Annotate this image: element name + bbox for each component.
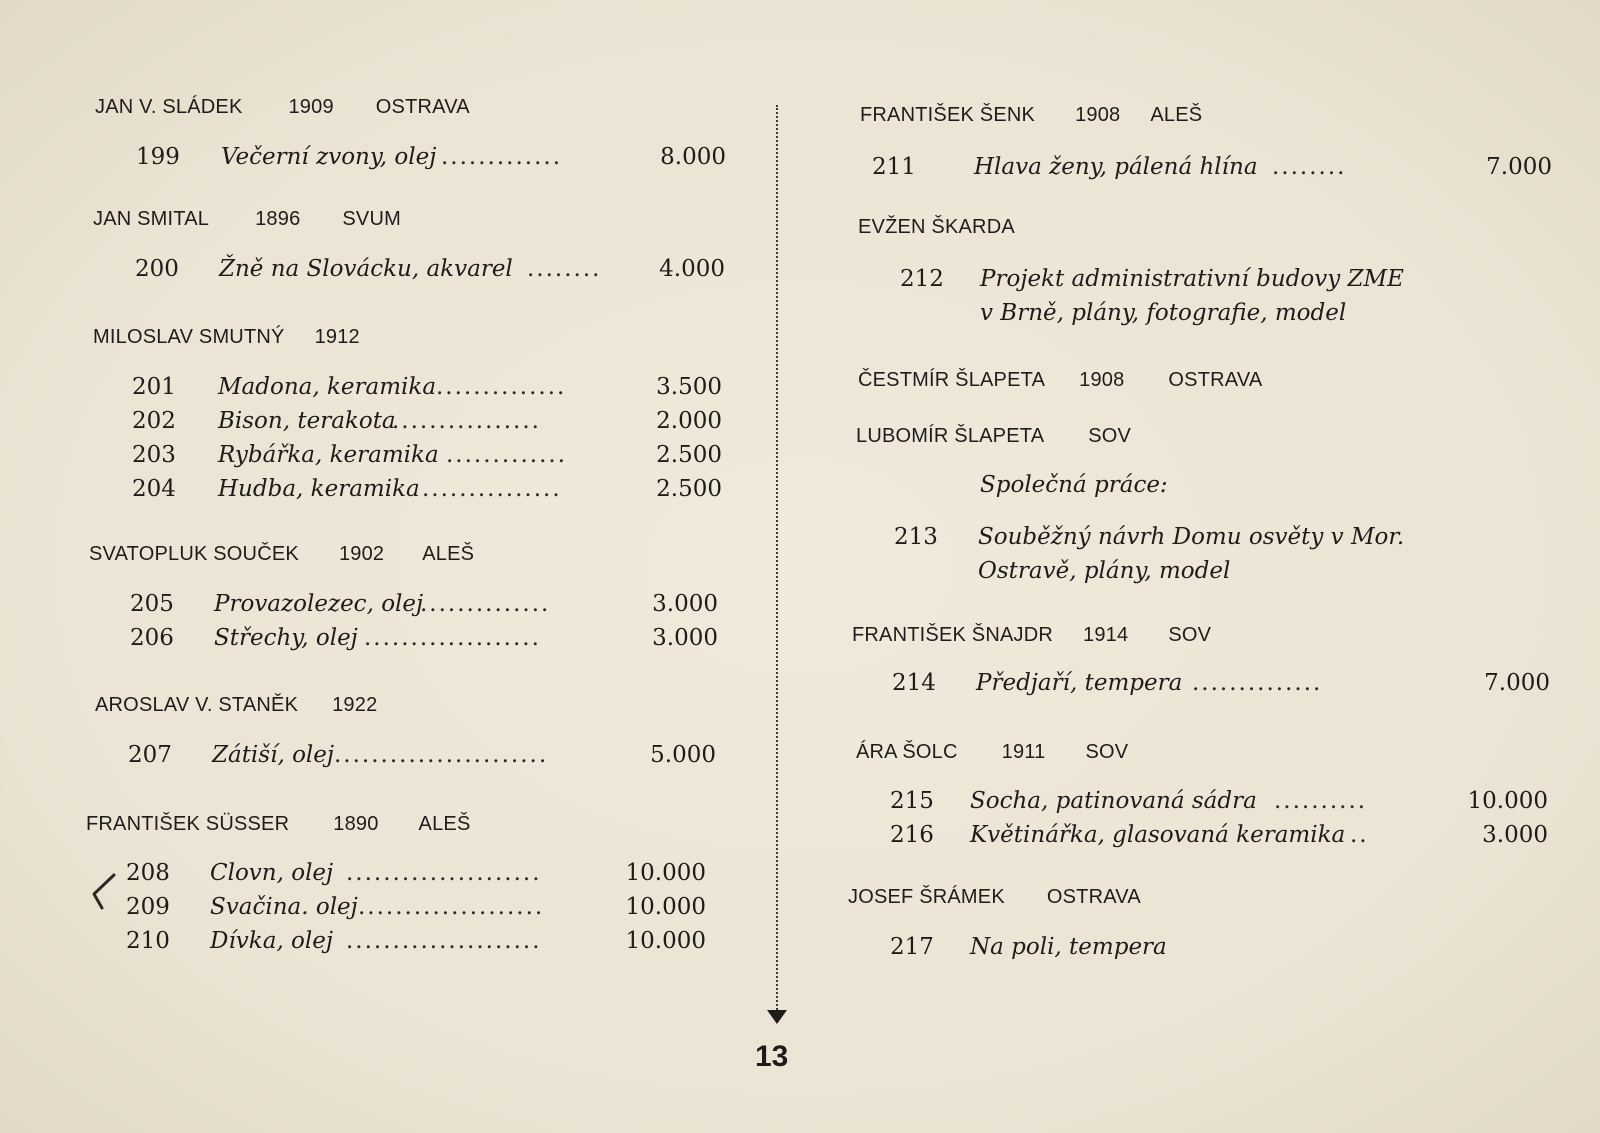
artist-group: OSTRAVA [1168,369,1263,391]
entry-price: 2.000 [656,408,722,434]
joint-work-note: Společná práce: [980,472,1168,498]
entry-price: 4.000 [659,256,725,282]
artist-year: 1890 [333,813,379,835]
entry-number: 213 [894,524,938,550]
entry-number: 205 [130,591,174,617]
artist-name: ÁRA ŠOLC [856,741,958,763]
entry-number: 208 [126,860,170,886]
artist-group: ALEŠ [1150,104,1203,126]
column-divider [776,105,778,1010]
entry-number: 203 [132,442,176,468]
entry-leader-dots: ................... [364,625,541,651]
entry-number: 216 [890,822,934,848]
entry-number: 206 [130,625,174,651]
entry-title: Předjaří, tempera [976,670,1183,696]
entry-title: Zátiší, olej [212,742,335,768]
artist-heading [856,741,1128,764]
entry-title: Žně na Slovácku, akvarel [219,256,513,282]
artist-group: ALEŠ [418,813,471,835]
artist-name: ČESTMÍR ŠLAPETA [858,369,1046,391]
entry-leader-dots: ................ [392,408,541,434]
artist-name: JOSEF ŠRÁMEK [848,886,1005,908]
entry-price: 3.000 [1482,822,1548,848]
artist-heading [93,326,360,349]
artist-heading [858,369,1262,392]
artist-name: FRANTIŠEK SÜSSER [86,813,290,835]
artist-heading [95,96,470,119]
entry-leader-dots: ............. [441,144,563,170]
artist-group: SVUM [342,208,401,230]
entry-number: 211 [872,154,916,180]
entry-number: 200 [135,256,179,282]
artist-group: SOV [1088,425,1132,447]
artist-name: FRANTIŠEK ŠENK [860,104,1036,126]
entry-title: Projekt administrativní budovy ZME [980,266,1404,292]
entry-price: 7.000 [1486,154,1552,180]
entry-title: Na poli, tempera [970,934,1167,960]
entry-title: Střechy, olej [214,625,358,651]
artist-year: 1902 [338,543,385,565]
entry-leader-dots: ........ [527,256,602,282]
artist-name: AROSLAV V. STANĚK [95,694,299,716]
entry-leader-dots: .............. [1192,670,1323,696]
artist-year: 1914 [1083,624,1129,646]
artist-year: 1896 [255,208,301,230]
entry-price: 10.000 [1467,788,1548,814]
check-mark-icon [88,872,118,912]
entry-number: 204 [132,476,176,502]
entry-leader-dots: ....................... [334,742,549,768]
entry-title: Rybářka, keramika [218,442,439,468]
entry-leader-dots: ............. [446,442,568,468]
arrow-down-icon [767,1010,787,1024]
entry-leader-dots: .. [1350,822,1369,848]
entry-title: Socha, patinovaná sádra [970,788,1257,814]
artist-heading [852,624,1211,647]
entry-number: 217 [890,934,934,960]
entry-title: Květinářka, glasovaná keramika [970,822,1346,848]
artist-year: 1908 [1079,369,1125,391]
artist-group: OSTRAVA [375,96,470,118]
entry-price: 8.000 [660,144,726,170]
entry-number: 209 [126,894,170,920]
entry-leader-dots: ............... [422,476,562,502]
artist-year: 1911 [1001,741,1046,763]
artist-name: MILOSLAV SMUTNÝ [93,326,285,348]
artist-year: 1922 [332,694,378,716]
entry-number: 199 [136,144,180,170]
entry-leader-dots: ........ [1272,154,1347,180]
entry-number: 215 [890,788,934,814]
entry-title: Dívka, olej [210,928,334,954]
artist-group: ALEŠ [422,543,475,565]
entry-price: 2.500 [656,442,722,468]
entry-number: 212 [900,266,944,292]
artist-name: JAN SMITAL [93,208,210,230]
artist-heading [848,886,1141,909]
artist-year: 1909 [288,96,334,118]
entry-leader-dots: .............. [436,374,567,400]
artist-heading [856,425,1131,448]
entry-leader-dots: ..................... [346,928,542,954]
artist-group: OSTRAVA [1046,886,1141,908]
entry-price: 10.000 [625,860,706,886]
artist-group: SOV [1168,624,1212,646]
entry-number: 210 [126,928,170,954]
entry-price: 5.000 [650,742,716,768]
artist-heading [89,543,474,566]
entry-leader-dots: .................... [358,894,545,920]
artist-year: 1908 [1075,104,1121,126]
entry-price: 3.500 [656,374,722,400]
artist-heading [858,216,1015,239]
entry-price: 10.000 [625,894,706,920]
entry-title: Souběžný návrh Domu osvěty v Mor. [978,524,1405,550]
entry-number: 207 [128,742,172,768]
entry-title: Hlava ženy, pálená hlína [974,154,1258,180]
entry-price: 2.500 [656,476,722,502]
entry-price: 3.000 [652,625,718,651]
entry-leader-dots: ..................... [346,860,542,886]
entry-title: Svačina. olej [210,894,358,920]
artist-heading [93,208,401,231]
entry-price: 7.000 [1484,670,1550,696]
entry-number: 201 [132,374,176,400]
entry-title: Hudba, keramika [218,476,420,502]
entry-leader-dots: .............. [420,591,551,617]
artist-heading [86,813,471,836]
entry-title: Bison, terakota [218,408,396,434]
entry-leader-dots: .......... [1274,788,1368,814]
artist-name: SVATOPLUK SOUČEK [89,543,299,565]
artist-year: 1912 [314,326,360,348]
entry-title: Clovn, olej [210,860,334,886]
entry-price: 10.000 [625,928,706,954]
entry-title-line2: Ostravě, plány, model [978,558,1231,584]
entry-price: 3.000 [652,591,718,617]
artist-name: FRANTIŠEK ŠNAJDR [852,624,1054,646]
entry-title: Madona, keramika [218,374,437,400]
entry-title: Večerní zvony, olej [221,144,437,170]
page-number: 13 [755,1040,789,1073]
artist-heading [860,104,1202,127]
entry-number: 214 [892,670,936,696]
entry-title-line2: v Brně, plány, fotografie, model [980,300,1347,326]
artist-name: LUBOMÍR ŠLAPETA [856,425,1045,447]
artist-heading [95,694,377,717]
entry-title: Provazolezec, olej [214,591,424,617]
entry-number: 202 [132,408,176,434]
artist-name: JAN V. SLÁDEK [95,96,243,118]
artist-group: SOV [1085,741,1129,763]
artist-name: EVŽEN ŠKARDA [858,216,1015,238]
